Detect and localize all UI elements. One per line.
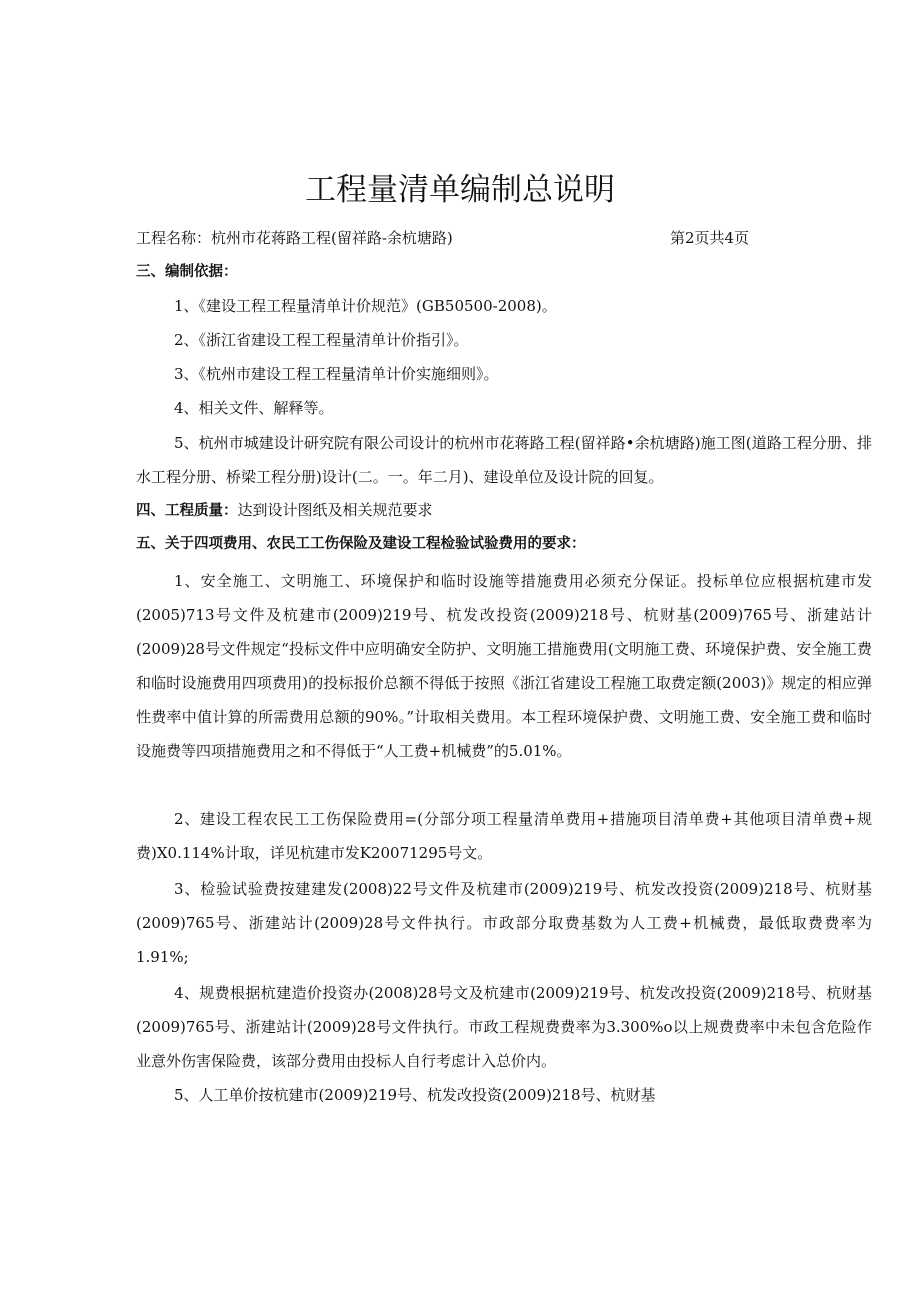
project-name: 工程名称：杭州市花蒋路工程(留祥路-余杭塘路) [136, 229, 453, 247]
page-info: 第2页共4页 [670, 229, 750, 247]
fees-item-5: 5、人工单价按杭建市(2009)219号、杭发改投资(2009)218号、杭财基 [174, 1086, 656, 1104]
fees-item-4: 4、规费根据杭建造价投资办(2008)28号文及杭建市(2009)219号、杭发改投资(2009)218号、杭财基(2009)765号、浙建站计(2009)28号文件执行。市政工程规费费率为3.300%o以上规费费率中未包含危险作业意外伤害保险费，该部分费用由投标人自行考虑计入总价内。 [136, 984, 872, 1070]
document-title: 工程量清单编制总说明 [305, 172, 615, 208]
basis-item-1: 1、《建设工程工程量清单计价规范》(GB50500-2008)。 [174, 297, 557, 315]
fees-item-3: 3、检验试验费按建建发(2008)22号文件及杭建市(2009)219号、杭发改投资(2009)218号、杭财基(2009)765号、浙建站计(2009)28号文件执行。市政部分取费基数为人工费+机械费，最低取费费率为1.91%; [136, 880, 872, 966]
document-meta-row [136, 226, 786, 250]
fees-item-1: 1、安全施工、文明施工、环境保护和临时设施等措施费用必须充分保证。投标单位应根据杭建市发(2005)713号文件及杭建市(2009)219号、杭发改投资(2009)218号、杭财基(2009)765号、浙建站计(2009)28号文件规定“投标文件中应明确安全防护、文明施工措施费用(文明施工费、环境保护费、安全施工费和临时设施费用四项费用)的投标报价总额不得低于按照《浙江省建设工程施工取费定额(2003)》规定的相应弹性费率中值计算的所需费用总额的90%。”计取相关费用。本工程环境保护费、文明施工费、安全施工费和临时设施费等四项措施费用之和不得低于“人工费+机械费”的5.01%。 [136, 572, 872, 760]
basis-item-2: 2、《浙江省建设工程工程量清单计价指引》。 [174, 331, 469, 349]
section-quality [136, 498, 433, 523]
section-quality-text: 达到设计图纸及相关规范要求 [237, 501, 433, 519]
section-basis-heading: 三、编制依据： [136, 264, 238, 280]
basis-item-5: 5、杭州市城建设计研究院有限公司设计的杭州市花蒋路工程(留祥路•余杭塘路)施工图(道路工程分册、排水工程分册、桥梁工程分册)设计(二。一。年二月)、建设单位及设计院的回复。 [136, 434, 872, 486]
section-quality-heading: 四、工程质量： [136, 503, 238, 519]
section-fees-heading: 五、关于四项费用、农民工工伤保险及建设工程检验试验费用的要求： [136, 536, 586, 552]
basis-item-3: 3、《杭州市建设工程工程量清单计价实施细则》。 [174, 365, 499, 383]
fees-item-2: 2、建设工程农民工工伤保险费用=(分部分项工程量清单费用+措施项目清单费+其他项目清单费+规费)X0.114%计取，详见杭建市发K20071295号文。 [136, 810, 872, 862]
basis-item-4: 4、相关文件、解释等。 [174, 399, 334, 417]
